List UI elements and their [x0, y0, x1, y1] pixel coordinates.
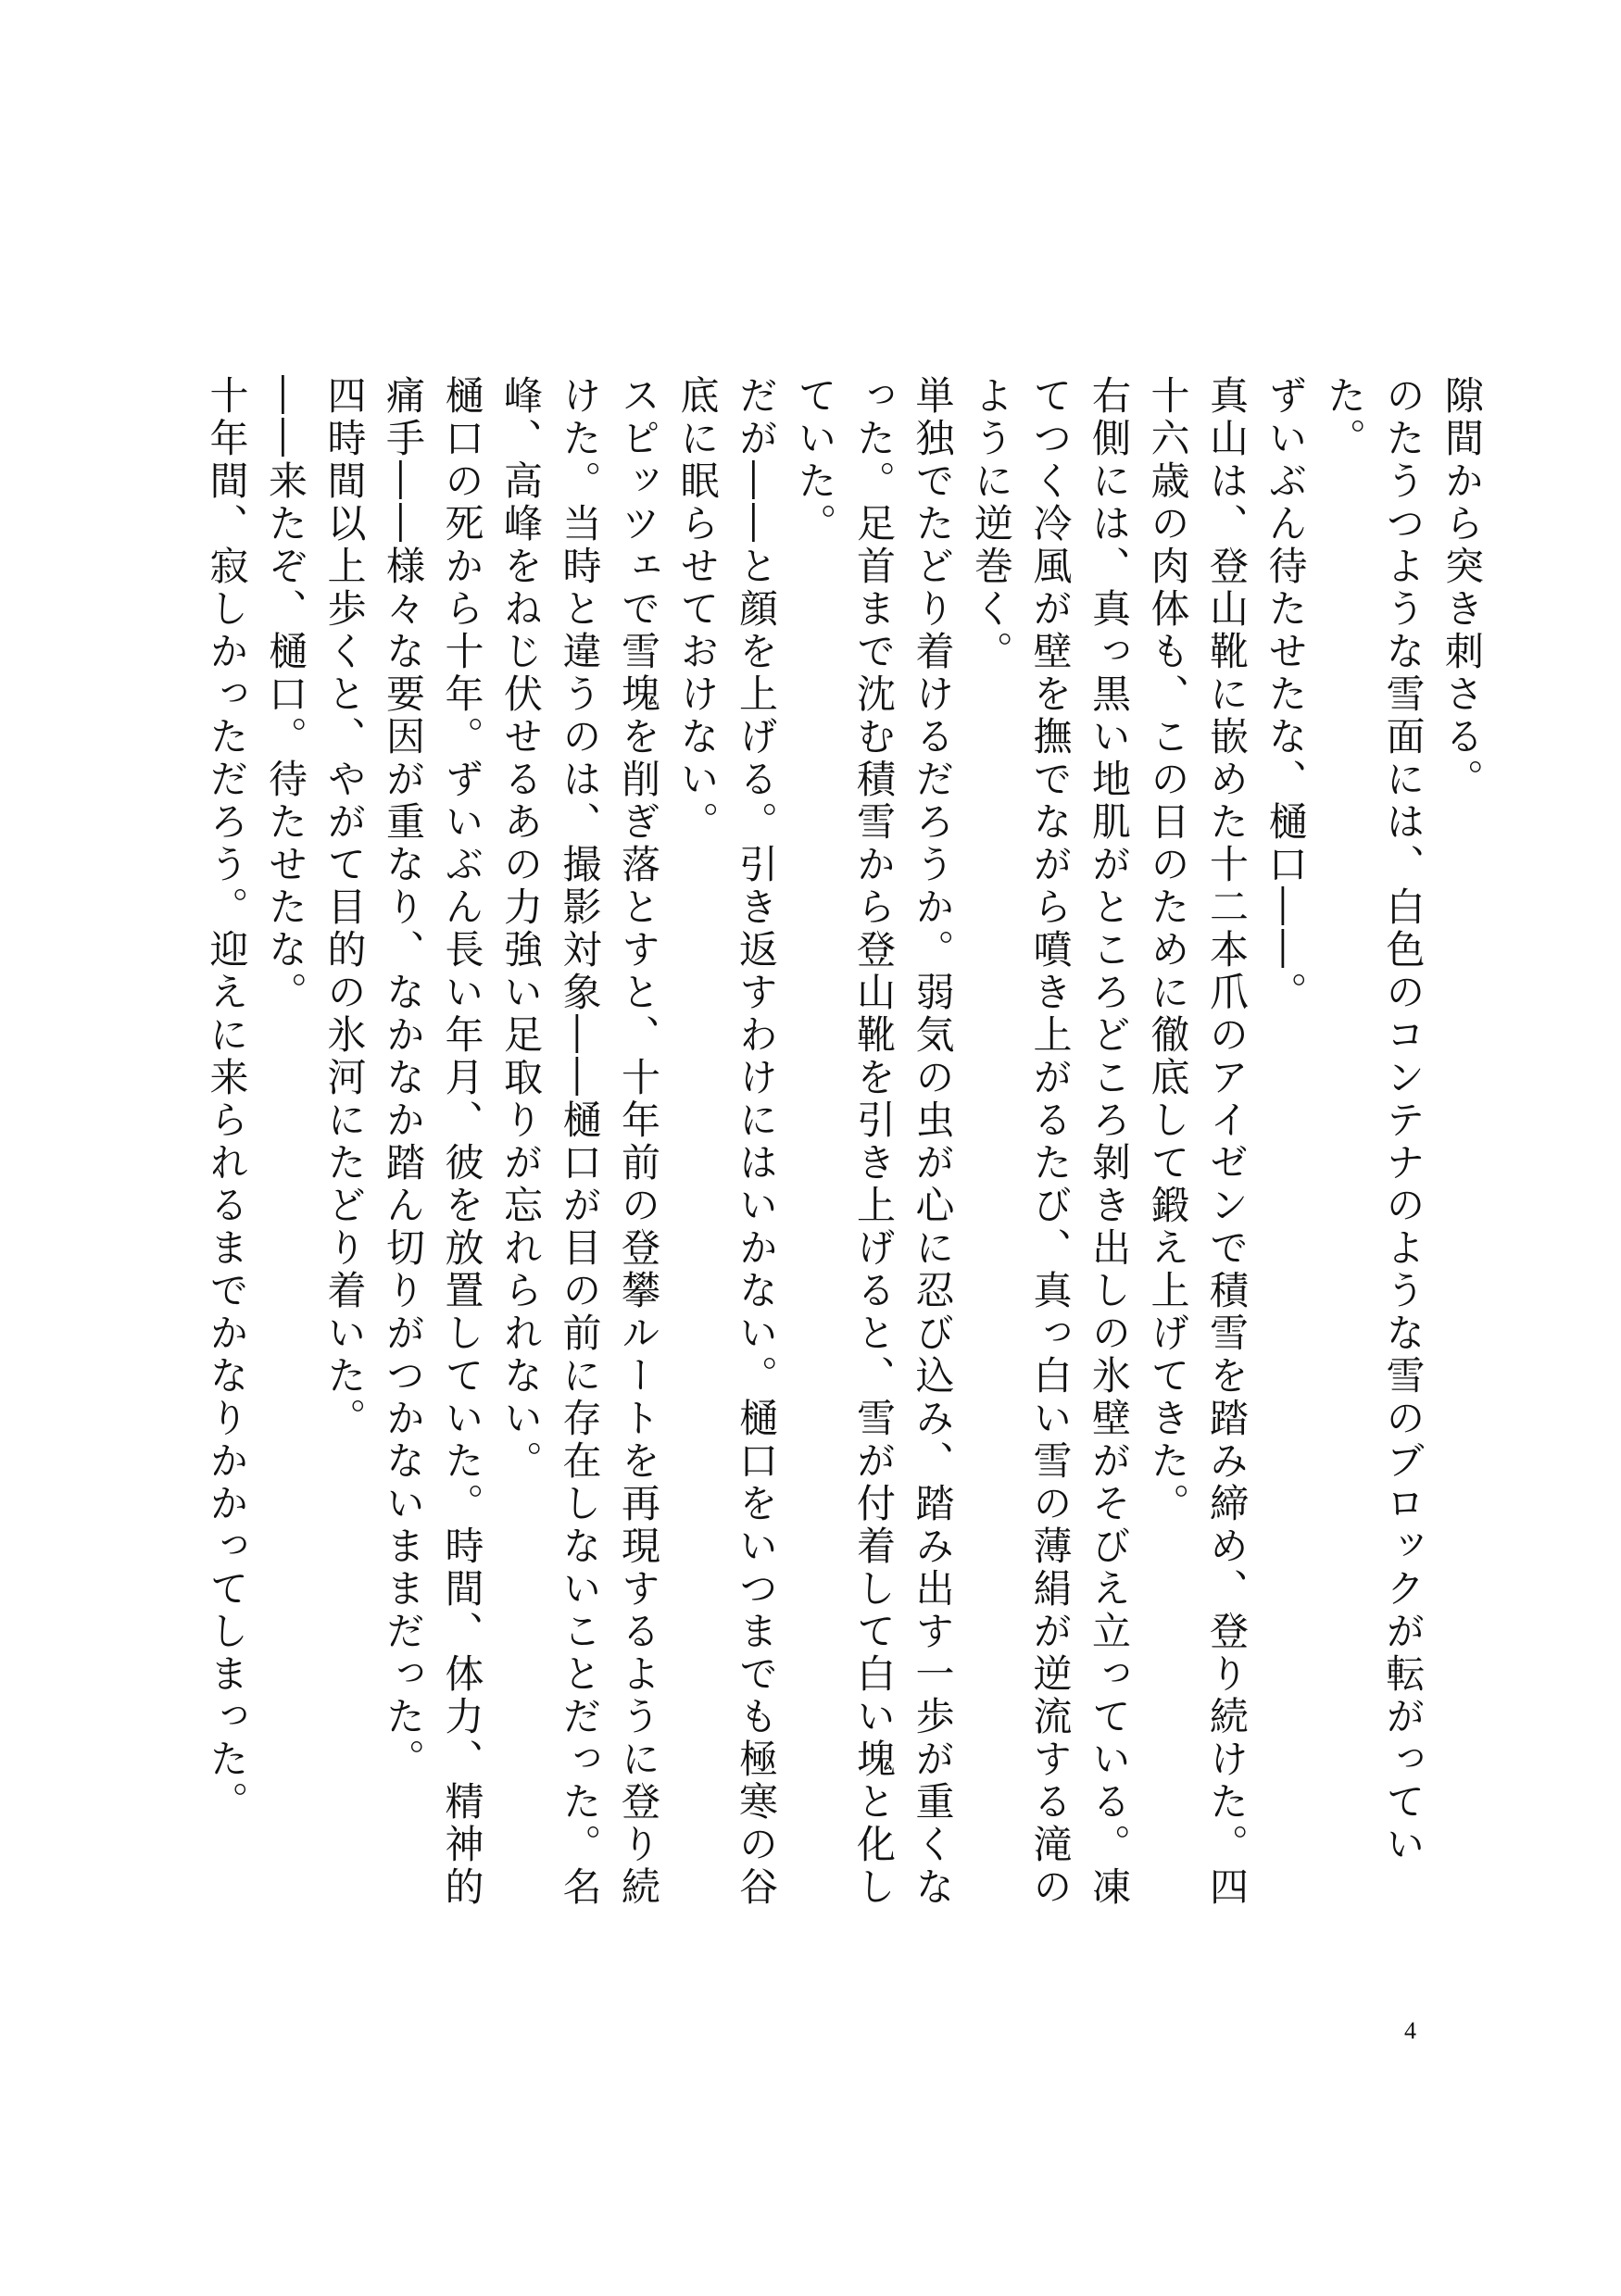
- paragraph: 樋口の死から十年。ずいぶん長い年月、彼を放置していた。時間、体力、精神的痛手――様々な要因が重なり、なかなか踏ん切りがつかないままだった。: [381, 375, 485, 1909]
- paragraph: スピッツェで雪塊を削ぎ落とすと、十年前の登攀ルートを再現するように登り続けた。当時と違うのは、撮影対象――樋口が目の前に存在しないことだった。名峰、高峰をねじ伏せるあの力強い足取りが忘れられない。: [498, 375, 661, 1909]
- paragraph: 四時間以上歩くと、やがて目的の氷河にたどり着いた。: [321, 375, 368, 1440]
- paragraph: ずいぶん待たせたな、樋口――。: [1263, 375, 1309, 1014]
- paragraph: 右側には、真っ黒い地肌がところどころ剝き出しの氷壁がそびえ立っている。凍てつく冷風が壁を撫でながら噴き上がるたび、真っ白い雪の薄絹が逆流する滝のように逆巻く。: [969, 375, 1132, 1909]
- paragraph: ――来たぞ、樋口。待たせたな。: [263, 375, 308, 1014]
- paragraph: のたうつような雪面には、白色のコンテナのような雪のブロックが転がっていた。: [1322, 375, 1426, 1866]
- body-text: [204, 375, 1491, 1950]
- page-number: 4: [1404, 2017, 1416, 2044]
- paragraph: 隙間から突き刺さる。: [1439, 375, 1485, 801]
- paragraph: 真山は、登山靴に嵌めた十二本爪のアイゼンで積雪を踏み締め、登り続けた。四十六歳の肉体も、この日のために徹底して鍛え上げてきた。: [1145, 375, 1250, 1909]
- paragraph: 十年間、寂しかっただろう。迎えに来られるまでかなりかかってしまった。: [204, 375, 250, 1824]
- paragraph: 単独でたどり着けるだろうか。弱気の虫が心に忍び込み、踏み出す一歩が重くなった。足首まで沈む積雪から登山靴を引き上げると、雪が付着して白い塊と化していた。: [792, 375, 956, 1909]
- paragraph: だが――と顔を上げる。引き返すわけにはいかない。樋口をいつまでも極寒の谷底に眠らせておけない。: [674, 375, 779, 1909]
